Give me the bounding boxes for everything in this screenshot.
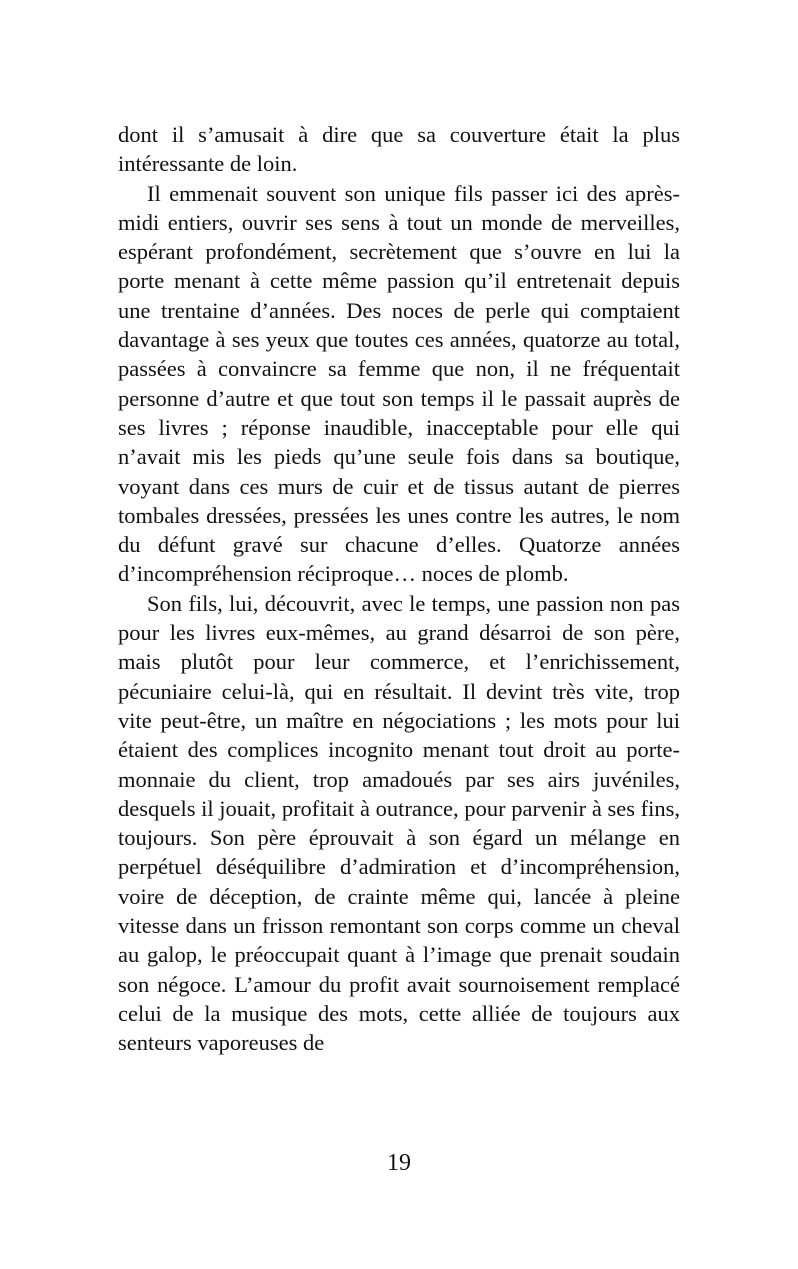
paragraph: Son fils, lui, découvrit, avec le temps, une passion non pas pour les livres eux-mêmes, au grand désarroi de son père, mais plutôt pour leur commerce, et l’enrichissement, pécuniaire celui-là, qui en résultait. Il devint très vite, trop vite peut-être, un maître en négociations ; les mots pour lui étaient des complices incognito menant tout droit au porte-monnaie du client, trop amadoués par ses airs juvéniles, desquels il jouait, profitait à outrance, pour parvenir à ses fins, toujours. Son père éprouvait à son égard un mélange en perpétuel déséquilibre d’admiration et d’incompréhension, voire de déception, de crainte même qui, lancée à pleine vitesse dans un frisson remontant son corps comme un cheval au galop, le préoccupait quant à l’image que prenait soudain son négoce. L’amour du profit avait sournoisement remplacé celui de la musique des mots, cette alliée de toujours aux senteurs vaporeuses de — [118, 590, 680, 1056]
page-body — [118, 120, 680, 1058]
paragraph: dont il s’amusait à dire que sa couverture était la plus intéressante de loin. — [118, 122, 680, 177]
page-number: 19 — [387, 1150, 411, 1176]
paragraph: Il emmenait souvent son unique fils passer ici des après-midi entiers, ouvrir ses sens à tout un monde de merveilles, espérant profondément, secrètement que s’ouvre en lui la porte menant à cette même passion qu’il entretenait depuis une trentaine d’années. Des noces de perle qui comptaient davantage à ses yeux que toutes ces années, quatorze au total, passées à convaincre sa femme que non, il ne fréquentait personne d’autre et que tout son temps il le passait auprès de ses livres ; réponse inaudible, inacceptable pour elle qui n’avait mis les pieds qu’une seule fois dans sa boutique, voyant dans ces murs de cuir et de tissus autant de pierres tombales dressées, pressées les unes contre les autres, le nom du défunt gravé sur chacune d’elles. Quatorze années d’incompréhension réciproque… noces de plomb. — [118, 180, 680, 587]
